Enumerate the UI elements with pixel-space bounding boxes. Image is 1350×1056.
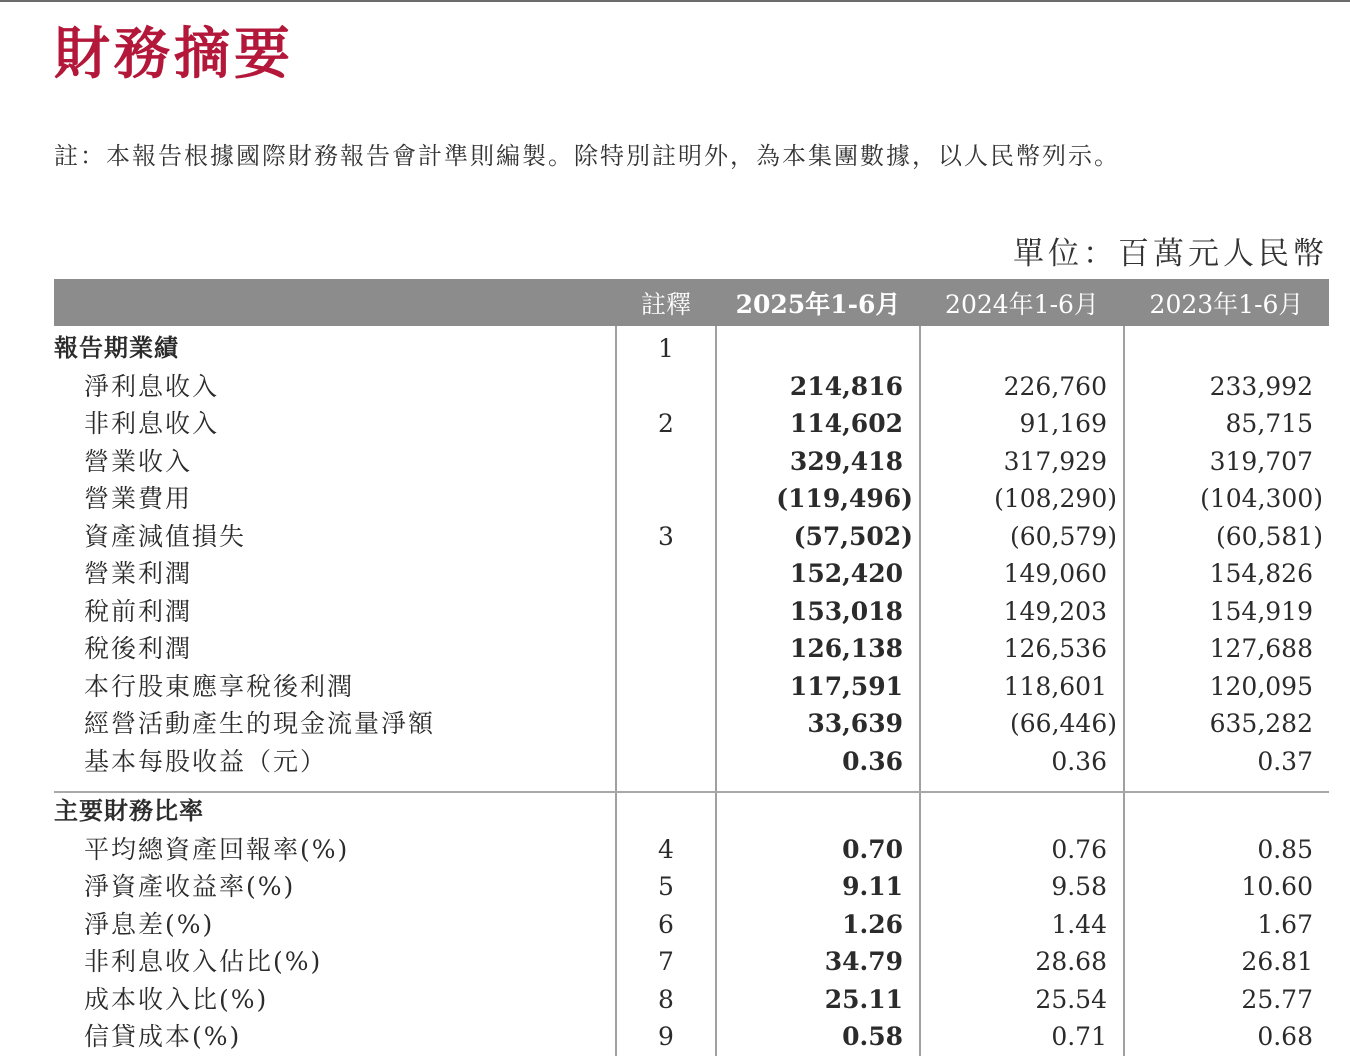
row-note: 9	[616, 1018, 716, 1056]
value-2023-value: 233,992	[1209, 371, 1313, 401]
section-title: 報告期業績	[54, 334, 179, 363]
table-row	[54, 405, 1329, 443]
unit-label: 單位：百萬元人民幣	[1013, 236, 1328, 272]
table-row	[54, 480, 1329, 518]
section-title: 主要財務比率	[54, 797, 204, 826]
value-2025	[716, 743, 920, 781]
table-row	[54, 868, 1329, 906]
row-note	[616, 480, 716, 518]
value-2024-value: 0.76	[1051, 834, 1107, 864]
value-2024-value: 149,203	[1003, 596, 1107, 626]
row-label: 基本每股收益（元）	[84, 746, 328, 776]
empty-cell	[1124, 326, 1329, 368]
value-2024	[920, 981, 1124, 1019]
value-2024	[920, 906, 1124, 944]
value-2025	[716, 555, 920, 593]
value-2024-value: 91,169	[1019, 409, 1107, 439]
value-2023	[1124, 405, 1329, 443]
value-2023	[1124, 943, 1329, 981]
value-2023	[1124, 743, 1329, 781]
row-label: 信貸成本(%)	[84, 1022, 242, 1052]
row-label: 非利息收入	[84, 409, 220, 439]
header-2025: 2025年1-6月	[716, 279, 920, 326]
value-2023-value: 319,707	[1209, 446, 1313, 476]
value-2025-value: (57,502)	[793, 521, 913, 551]
table-row	[54, 743, 1329, 781]
row-label: 經營活動產生的現金流量淨額	[84, 709, 436, 739]
value-2023	[1124, 831, 1329, 869]
value-2024	[920, 743, 1124, 781]
value-2023	[1124, 555, 1329, 593]
value-2024-value: 25.54	[1035, 984, 1107, 1014]
value-2024	[920, 518, 1124, 556]
row-label: 平均總資產回報率(%)	[84, 834, 350, 864]
row-note: 8	[616, 981, 716, 1019]
table-header	[54, 279, 1329, 326]
table-row	[54, 705, 1329, 743]
table-row	[54, 906, 1329, 944]
row-note	[616, 593, 716, 631]
value-2025-value: 329,418	[789, 446, 903, 476]
value-2024-value: 317,929	[1003, 446, 1107, 476]
row-label: 淨息差(%)	[84, 909, 215, 939]
value-2025	[716, 405, 920, 443]
value-2024-value: 28.68	[1035, 947, 1107, 977]
value-2024	[920, 368, 1124, 406]
row-note: 2	[616, 405, 716, 443]
value-2024	[920, 405, 1124, 443]
divider-cell	[54, 780, 616, 792]
value-2024-value: 1.44	[1051, 909, 1107, 939]
row-note	[616, 555, 716, 593]
value-2025	[716, 668, 920, 706]
value-2024	[920, 480, 1124, 518]
value-2023-value: 0.68	[1257, 1022, 1313, 1052]
value-2023-value: 127,688	[1209, 634, 1313, 664]
divider-cell	[920, 780, 1124, 792]
row-label: 營業費用	[84, 484, 193, 514]
value-2024-value: 126,536	[1003, 634, 1107, 664]
row-note	[616, 705, 716, 743]
row-note	[616, 368, 716, 406]
value-2024	[920, 443, 1124, 481]
value-2023-value: 25.77	[1241, 984, 1313, 1014]
financial-summary-table	[54, 279, 1329, 1056]
table-body	[54, 326, 1329, 1056]
value-2025	[716, 868, 920, 906]
value-2023	[1124, 868, 1329, 906]
value-2023	[1124, 1018, 1329, 1056]
value-2023-value: 85,715	[1225, 409, 1313, 439]
value-2024	[920, 555, 1124, 593]
value-2024	[920, 593, 1124, 631]
value-2025-value: 0.70	[842, 834, 903, 864]
table-row	[54, 555, 1329, 593]
value-2023-value: 10.60	[1241, 872, 1313, 902]
value-2024-value: 149,060	[1003, 559, 1107, 589]
value-2025-value: 25.11	[824, 984, 903, 1014]
row-label: 稅前利潤	[84, 596, 193, 626]
row-note: 4	[616, 831, 716, 869]
value-2024	[920, 831, 1124, 869]
table-row	[54, 668, 1329, 706]
value-2025	[716, 518, 920, 556]
value-2024	[920, 668, 1124, 706]
value-2024-value: 118,601	[1003, 671, 1107, 701]
value-2025-value: 152,420	[789, 559, 903, 589]
value-2024-value: 9.58	[1051, 872, 1107, 902]
value-2025	[716, 1018, 920, 1056]
value-2024-value: (108,290)	[994, 484, 1117, 514]
row-label: 淨資產收益率(%)	[84, 872, 296, 902]
value-2025	[716, 705, 920, 743]
value-2023-value: (60,581)	[1216, 521, 1323, 551]
divider-cell	[1124, 780, 1329, 792]
value-2024-value: (66,446)	[1010, 709, 1117, 739]
value-2024-value: 0.71	[1051, 1022, 1107, 1052]
section-note: 1	[616, 326, 716, 368]
value-2025	[716, 593, 920, 631]
value-2025	[716, 831, 920, 869]
value-2023-value: (104,300)	[1200, 484, 1323, 514]
value-2023	[1124, 630, 1329, 668]
empty-cell	[920, 792, 1124, 831]
row-note	[616, 668, 716, 706]
value-2024	[920, 705, 1124, 743]
row-note: 6	[616, 906, 716, 944]
value-2025-value: 114,602	[789, 409, 903, 439]
row-label: 成本收入比(%)	[84, 984, 269, 1014]
row-label: 營業收入	[84, 446, 193, 476]
value-2023-value: 120,095	[1209, 671, 1313, 701]
value-2023-value: 154,826	[1209, 559, 1313, 589]
value-2025-value: (119,496)	[776, 484, 913, 514]
value-2025-value: 153,018	[789, 596, 903, 626]
empty-cell	[716, 792, 920, 831]
value-2025-value: 33,639	[807, 709, 903, 739]
value-2025	[716, 630, 920, 668]
value-2024	[920, 943, 1124, 981]
row-label: 稅後利潤	[84, 634, 193, 664]
row-label: 資產減值損失	[84, 521, 247, 551]
value-2023	[1124, 368, 1329, 406]
value-2025-value: 214,816	[789, 371, 903, 401]
value-2024-value: (60,579)	[1010, 521, 1117, 551]
table-row	[54, 368, 1329, 406]
empty-cell	[716, 326, 920, 368]
value-2025	[716, 443, 920, 481]
report-note: 註：本報告根據國際財務報告會計準則編製。除特別註明外，為本集團數據，以人民幣列示。	[54, 142, 1120, 170]
row-label: 非利息收入佔比(%)	[84, 947, 323, 977]
value-2025-value: 0.36	[842, 746, 903, 776]
value-2025	[716, 480, 920, 518]
row-label: 淨利息收入	[84, 371, 220, 401]
value-2023	[1124, 981, 1329, 1019]
value-2025-value: 126,138	[789, 634, 903, 664]
value-2023	[1124, 668, 1329, 706]
divider-cell	[716, 780, 920, 792]
value-2023-value: 0.37	[1257, 746, 1313, 776]
section-note	[616, 792, 716, 831]
section-header-row	[54, 792, 1329, 831]
value-2023	[1124, 518, 1329, 556]
table-row	[54, 981, 1329, 1019]
value-2024-value: 226,760	[1003, 371, 1107, 401]
page-title: 財務摘要	[54, 22, 294, 87]
row-note	[616, 630, 716, 668]
value-2024-value: 0.36	[1051, 746, 1107, 776]
table-row	[54, 1018, 1329, 1056]
value-2024	[920, 1018, 1124, 1056]
table-row	[54, 443, 1329, 481]
value-2023-value: 26.81	[1241, 947, 1313, 977]
value-2025-value: 9.11	[842, 872, 903, 902]
empty-cell	[1124, 792, 1329, 831]
table-row	[54, 630, 1329, 668]
value-2025-value: 117,591	[789, 671, 903, 701]
table-row	[54, 518, 1329, 556]
value-2025	[716, 368, 920, 406]
value-2025-value: 34.79	[824, 947, 903, 977]
row-note	[616, 443, 716, 481]
value-2023	[1124, 480, 1329, 518]
value-2025-value: 1.26	[842, 909, 903, 939]
row-note: 5	[616, 868, 716, 906]
value-2024	[920, 868, 1124, 906]
table-row	[54, 593, 1329, 631]
header-2024: 2024年1-6月	[920, 279, 1124, 326]
header-label-cell	[54, 279, 616, 326]
row-label: 營業利潤	[84, 559, 193, 589]
section-divider	[54, 780, 1329, 792]
value-2025	[716, 906, 920, 944]
value-2025	[716, 943, 920, 981]
value-2023-value: 1.67	[1257, 909, 1313, 939]
header-2023: 2023年1-6月	[1124, 279, 1329, 326]
value-2023	[1124, 593, 1329, 631]
empty-cell	[920, 326, 1124, 368]
divider-cell	[616, 780, 716, 792]
table-row	[54, 943, 1329, 981]
value-2025-value: 0.58	[842, 1022, 903, 1052]
value-2023	[1124, 443, 1329, 481]
row-note	[616, 743, 716, 781]
value-2023-value: 635,282	[1209, 709, 1313, 739]
row-note: 3	[616, 518, 716, 556]
value-2023-value: 154,919	[1209, 596, 1313, 626]
row-label: 本行股東應享稅後利潤	[84, 671, 355, 701]
row-note: 7	[616, 943, 716, 981]
section-header-row	[54, 326, 1329, 368]
value-2025	[716, 981, 920, 1019]
top-rule	[0, 0, 1350, 2]
value-2024	[920, 630, 1124, 668]
value-2023-value: 0.85	[1257, 834, 1313, 864]
header-note: 註釋	[616, 279, 716, 326]
table-row	[54, 831, 1329, 869]
value-2023	[1124, 906, 1329, 944]
value-2023	[1124, 705, 1329, 743]
